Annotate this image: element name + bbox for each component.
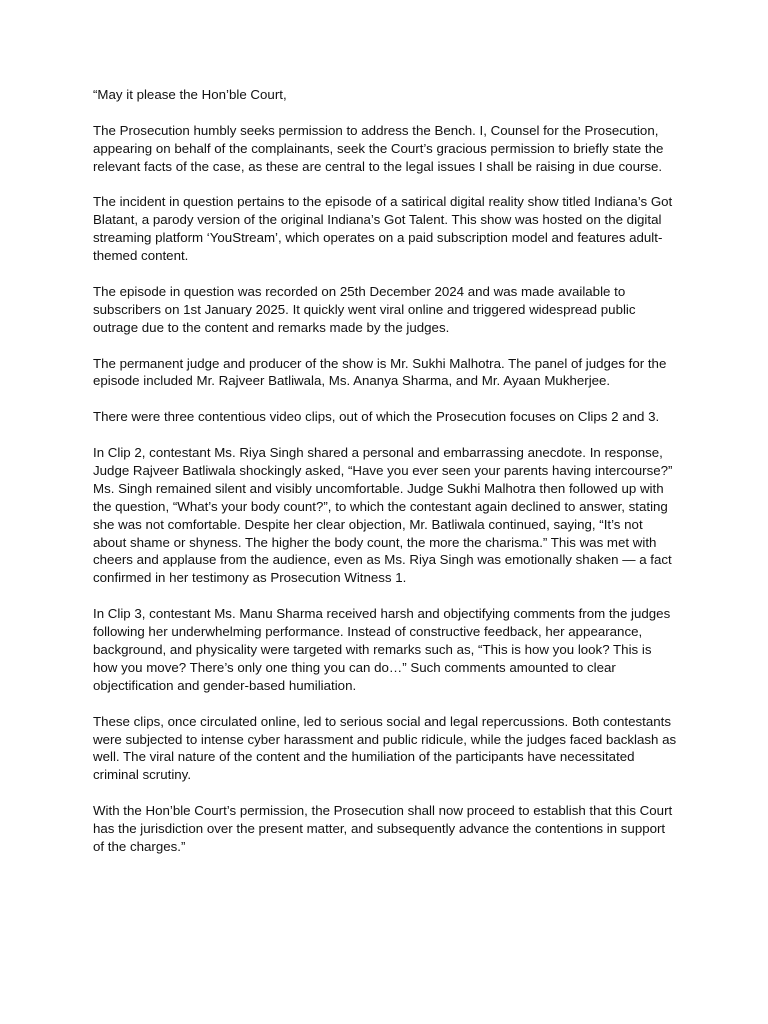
- paragraph-conclusion: With the Hon’ble Court’s permission, the Prosecution shall now proceed to establish that this Court has the jurisdiction over the present matter, and subsequently advance the contentions in support of the charges.”: [93, 803, 673, 854]
- paragraph-judges-panel: The permanent judge and producer of the show is Mr. Sukhi Malhotra. The panel of judges for the episode included Mr. Rajveer Batliwala, Ms. Ananya Sharma, and Mr. Ayaan Mukherjee.: [93, 355, 667, 389]
- paragraph-repercussions: These clips, once circulated online, led to serious social and legal repercussions. Both contestants were subjected to intense cyber harassment and public ridicule, while the judges faced backlash as well. The viral nature of the content and the humiliation of the participants have necessitated criminal scrutiny.: [93, 713, 677, 783]
- paragraph-clip-2: In Clip 2, contestant Ms. Riya Singh shared a personal and embarrassing anecdote. In response, Judge Rajveer Batliwala shockingly asked, “Have you ever seen your parents having intercourse?” Ms. Singh remained silent and visibly uncomfortable. Judge Sukhi Malhotra then followed up with the question, “What’s your body count?”, to which the contestant again declined to answer, stating she was not comfortable. Despite her clear objection, Mr. Batliwala continued, saying, “It’s not about shame or shyness. The higher the body count, the more the charisma.” This was met with cheers and applause from the audience, even as Ms. Riya Singh was emotionally shaken — a fact confirmed in her testimony as Prosecution Witness 1.: [93, 445, 673, 586]
- paragraph-show-background: The incident in question pertains to the episode of a satirical digital reality show titled Indiana’s Got Blatant, a parody version of the original Indiana’s Got Talent. This show was hosted on the digital streaming platform ‘YouStream’, which operates on a paid subscription model and features adult-themed content.: [93, 194, 673, 264]
- paragraph-clip-3: In Clip 3, contestant Ms. Manu Sharma received harsh and objectifying comments from the judges following her underwhelming performance. Instead of constructive feedback, her appearance, background, and physicality were targeted with remarks such as, “This is how you look? This is how you move? There’s only one thing you can do…” Such comments amounted to clear objectification and gender-based humiliation.: [93, 606, 671, 693]
- salutation: “May it please the Hon’ble Court,: [93, 87, 287, 102]
- paragraph-introduction: The Prosecution humbly seeks permission to address the Bench. I, Counsel for the Prosecution, appearing on behalf of the complainants, seek the Court’s gracious permission to briefly state the relevant facts of the case, as these are central to the legal issues I shall be raising in due course.: [93, 122, 664, 174]
- paragraph-episode-dates: The episode in question was recorded on 25th December 2024 and was made available to subscribers on 1st January 2025. It quickly went viral online and triggered widespread public outrage due to the content and remarks made by the judges.: [93, 283, 636, 335]
- paragraph-clips-overview: There were three contentious video clips, out of which the Prosecution focuses on Clips 2 and 3.: [93, 409, 660, 425]
- document-body: [93, 86, 678, 856]
